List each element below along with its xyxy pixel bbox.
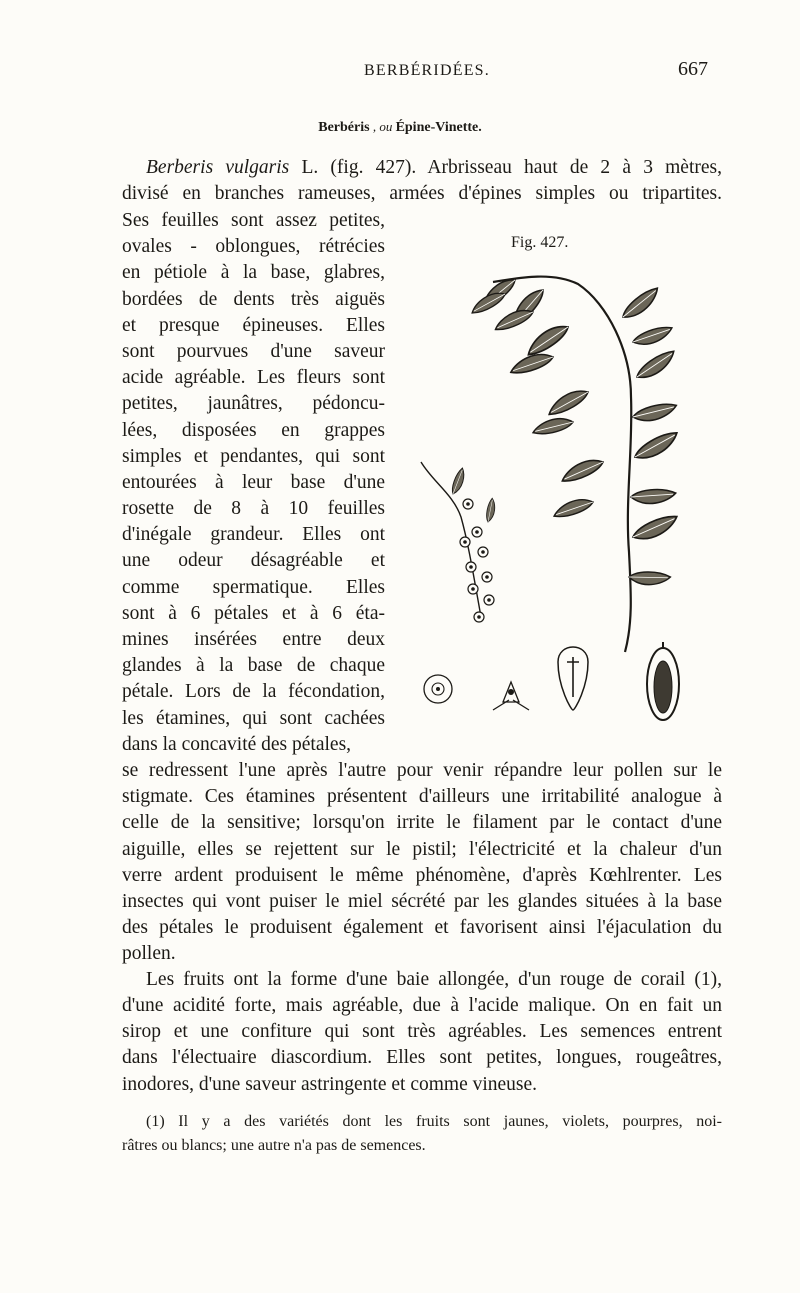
column-line: bordées de dents très aiguës bbox=[122, 288, 385, 310]
section-title-separator: , ou bbox=[369, 119, 396, 134]
figure-label: Fig. 427. bbox=[511, 234, 569, 251]
flower-raceme bbox=[421, 462, 499, 622]
fruit-line: d'une acidité forte, mais agréable, due à l'acide malique. On en fait un bbox=[122, 995, 722, 1016]
body-line: se redressent l'une après l'autre pour venir répandre leur pollen sur le bbox=[122, 760, 722, 781]
column-line: sont à 6 pétales et à 6 éta- bbox=[122, 602, 385, 624]
fruit-section bbox=[647, 642, 679, 720]
column-line: ovales - oblongues, rétrécies bbox=[122, 236, 385, 258]
column-line: acide agréable. Les fleurs sont bbox=[122, 367, 385, 389]
column-line: petites, jaunâtres, pédoncu- bbox=[122, 393, 385, 415]
fruit-line: inodores, d'une saveur astringente et comme vineuse. bbox=[122, 1073, 538, 1095]
column-line: dans la concavité des pétales, bbox=[122, 733, 352, 755]
footnote-line-1: (1) Il y a des variétés dont les fruits sont jaunes, violets, pourpres, noi- bbox=[146, 1113, 722, 1130]
body-line: stigmate. Ces étamines présentent d'ailleurs une irritabilité analogue à bbox=[122, 786, 722, 808]
column-line: entourées à leur base d'une bbox=[122, 471, 385, 493]
column-line: glandes à la base de chaque bbox=[122, 655, 385, 677]
flower-detail bbox=[424, 675, 452, 703]
body-line: pollen. bbox=[122, 943, 176, 965]
column-paragraph bbox=[122, 208, 385, 758]
petal-section bbox=[558, 647, 588, 710]
page-number: 667 bbox=[678, 58, 708, 80]
footnote bbox=[146, 1110, 722, 1134]
column-line: et presque épineuses. Elles bbox=[122, 314, 385, 336]
column-line: simples et pendantes, qui sont bbox=[122, 445, 385, 467]
species-name: Berberis vulgaris bbox=[146, 157, 290, 178]
column-line: d'inégale grandeur. Elles ont bbox=[122, 524, 385, 546]
body-line: des pétales le produisent également et favorisent ainsi l'éjaculation du bbox=[122, 917, 722, 939]
botanical-figure bbox=[393, 232, 728, 737]
column-line: une odeur désagréable et bbox=[122, 550, 385, 572]
column-line: les étamines, qui sont cachées bbox=[122, 707, 385, 729]
column-line: sont pourvues d'une saveur bbox=[122, 340, 385, 362]
section-title-main: Berbéris bbox=[318, 120, 370, 135]
column-line: Ses feuilles sont assez petites, bbox=[122, 210, 385, 231]
stamen-detail bbox=[493, 682, 529, 710]
column-line: en pétiole à la base, glabres, bbox=[122, 262, 385, 284]
body-line: verre ardent produisent le même phénomène, d'après Kœhlrenter. Les bbox=[122, 864, 722, 886]
berberis-illustration bbox=[393, 232, 728, 737]
leaf-cluster-left bbox=[468, 276, 605, 518]
intro-line-1 bbox=[146, 155, 722, 181]
column-line: lées, disposées en grappes bbox=[122, 419, 385, 441]
running-head bbox=[0, 58, 800, 88]
body-line: aiguille, elles se rejettent sur le pistil; l'électricité et la chaleur d'un bbox=[122, 838, 722, 860]
fruit-line: dans l'électuaire diascordium. Elles sont petites, longues, rougeâtres, bbox=[122, 1047, 722, 1069]
chapter-title: BERBÉRIDÉES. bbox=[364, 62, 490, 79]
intro-line-2: divisé en branches rameuses, armées d'épines simples ou tripartites. bbox=[122, 183, 722, 204]
footnote-line-2: râtres ou blancs; une autre n'a pas de semences. bbox=[122, 1137, 426, 1154]
section-title bbox=[0, 119, 800, 136]
section-title-alt: Épine-Vinette. bbox=[395, 120, 482, 135]
column-line: rosette de 8 à 10 feuilles bbox=[122, 498, 385, 520]
footnote-continuation bbox=[122, 1134, 722, 1158]
intro-line-1-rest: L. (fig. 427). Arbrisseau haut de 2 à 3 mètres, bbox=[289, 157, 722, 178]
column-line: comme spermatique. Elles bbox=[122, 576, 385, 598]
column-line: pétale. Lors de la fécondation, bbox=[122, 681, 385, 703]
fruit-line-first: Les fruits ont la forme d'une baie allongée, d'un rouge de corail (1), bbox=[146, 969, 722, 990]
column-line: mines insérées entre deux bbox=[122, 629, 385, 650]
body-paragraph bbox=[122, 758, 722, 968]
body-line: celle de la sensitive; lorsqu'on irrite le filament par le contact d'une bbox=[122, 812, 722, 834]
fruit-line: sirop et une confiture qui sont très agréables. Les semences entrent bbox=[122, 1021, 722, 1043]
fruit-paragraph bbox=[122, 993, 722, 1098]
body-line: insectes qui vont puiser le miel sécrété par les glandes situées à la base bbox=[122, 890, 722, 912]
